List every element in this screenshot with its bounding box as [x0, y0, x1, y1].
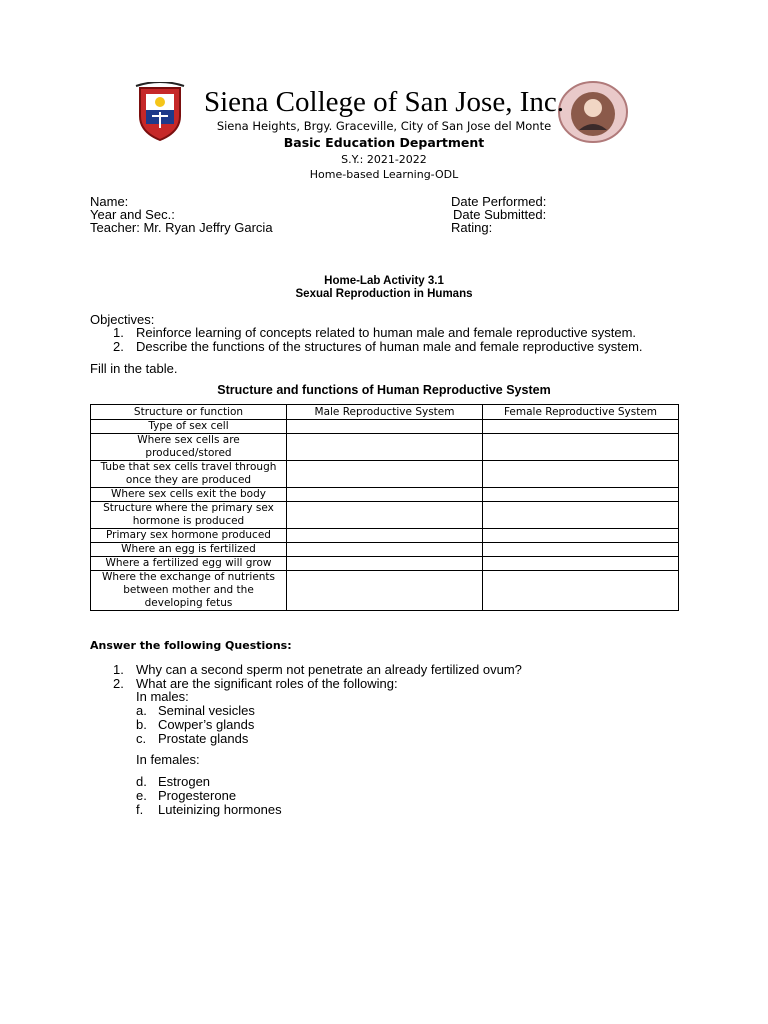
activity-subtitle: Sexual Reproduction in Humans [295, 288, 473, 300]
activity-title: Home-Lab Activity 3.1 [324, 275, 444, 287]
males-label: In males: [136, 689, 189, 704]
male-answer-cell[interactable] [287, 420, 483, 434]
item-text: Prostate glands [158, 731, 249, 746]
row-label: Structure where the primary sex hormone is produced [91, 502, 287, 529]
objective-text: Describe the functions of the structures of human male and female reproductive system. [136, 339, 643, 354]
table-row [91, 488, 679, 502]
male-answer-cell[interactable] [287, 529, 483, 543]
question-text: What are the significant roles of the following: [136, 676, 398, 691]
female-answer-cell[interactable] [483, 434, 679, 461]
column-header: Female Reproductive System [483, 405, 679, 420]
item-text: Cowper’s glands [158, 717, 255, 732]
table-header-row [91, 405, 679, 420]
questions-heading: Answer the following Questions: [90, 639, 292, 652]
item-text: Progesterone [158, 788, 237, 803]
females-label: In females: [136, 752, 200, 767]
table-row [91, 571, 679, 611]
table-row [91, 434, 679, 461]
item-letter: b. [136, 717, 147, 732]
row-label: Where an egg is fertilized [91, 543, 287, 557]
male-answer-cell[interactable] [287, 488, 483, 502]
female-answer-cell[interactable] [483, 461, 679, 488]
date-performed-label: Date Performed: [451, 194, 547, 209]
item-letter: d. [136, 774, 147, 789]
school-address: Siena Heights, Brgy. Graceville, City of San Jose del Monte [216, 119, 552, 133]
table-row [91, 529, 679, 543]
female-answer-cell[interactable] [483, 557, 679, 571]
item-letter: e. [136, 788, 147, 803]
row-label: Where sex cells are produced/stored [91, 434, 287, 461]
table-instruction: Fill in the table. [90, 361, 178, 376]
column-header: Male Reproductive System [287, 405, 483, 420]
objective-number: 1. [113, 325, 124, 340]
male-answer-cell[interactable] [287, 502, 483, 529]
row-label: Type of sex cell [91, 420, 287, 434]
year-section-label: Year and Sec.: [90, 207, 175, 222]
male-answer-cell[interactable] [287, 543, 483, 557]
item-text: Luteinizing hormones [158, 802, 282, 817]
female-answer-cell[interactable] [483, 529, 679, 543]
question-number: 1. [113, 662, 124, 677]
male-answer-cell[interactable] [287, 557, 483, 571]
female-answer-cell[interactable] [483, 543, 679, 557]
row-label: Where the exchange of nutrients between mother and the developing fetus [91, 571, 287, 611]
male-answer-cell[interactable] [287, 434, 483, 461]
female-answer-cell[interactable] [483, 571, 679, 611]
table-row [91, 502, 679, 529]
question-text: Why can a second sperm not penetrate an already fertilized ovum? [136, 662, 522, 677]
teacher-label: Teacher: Mr. Ryan Jeffry Garcia [90, 220, 273, 235]
female-answer-cell[interactable] [483, 420, 679, 434]
objective-text: Reinforce learning of concepts related to human male and female reproductive system. [136, 325, 637, 340]
table-row [91, 557, 679, 571]
table-row [91, 543, 679, 557]
row-label: Where sex cells exit the body [91, 488, 287, 502]
female-answer-cell[interactable] [483, 502, 679, 529]
objectives-heading: Objectives: [90, 312, 155, 327]
row-label: Where a fertilized egg will grow [91, 557, 287, 571]
row-label: Tube that sex cells travel through once they are produced [91, 461, 287, 488]
item-text: Estrogen [158, 774, 211, 789]
question-number: 2. [113, 676, 124, 691]
male-answer-cell[interactable] [287, 571, 483, 611]
name-label: Name: [90, 194, 129, 209]
department-name: Basic Education Department [283, 135, 485, 150]
item-letter: f. [136, 802, 144, 817]
learning-mode: Home-based Learning-ODL [309, 168, 459, 181]
item-text: Seminal vesicles [158, 703, 255, 718]
column-header: Structure or function [91, 405, 287, 420]
date-submitted-label: Date Submitted: [453, 207, 547, 222]
female-answer-cell[interactable] [483, 488, 679, 502]
rating-label: Rating: [451, 220, 493, 235]
reproductive-system-table [90, 404, 679, 611]
school-year: S.Y.: 2021-2022 [341, 153, 427, 166]
school-name: Siena College of San Jose, Inc. [203, 86, 564, 118]
item-letter: a. [136, 703, 147, 718]
row-label: Primary sex hormone produced [91, 529, 287, 543]
table-row [91, 420, 679, 434]
objective-number: 2. [113, 339, 124, 354]
item-letter: c. [136, 731, 147, 746]
table-row [91, 461, 679, 488]
table-title: Structure and functions of Human Reproductive System [217, 383, 551, 397]
male-answer-cell[interactable] [287, 461, 483, 488]
